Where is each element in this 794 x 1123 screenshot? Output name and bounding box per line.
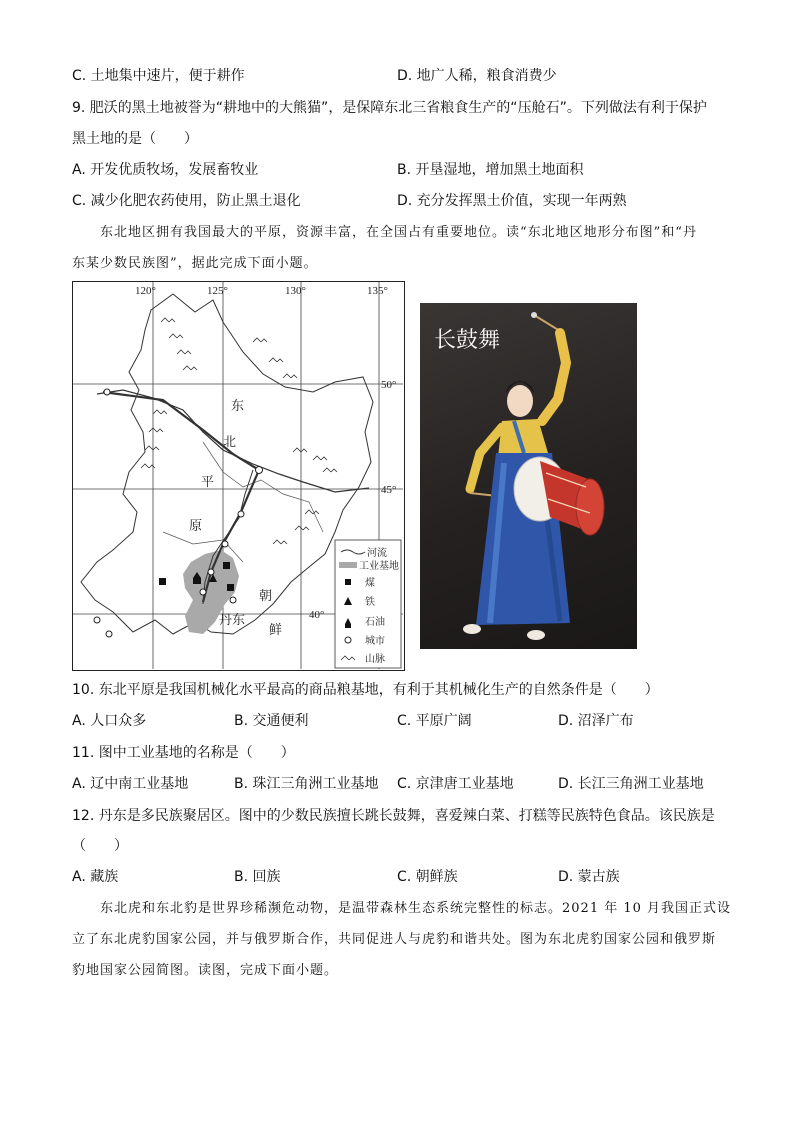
legend-iron-label: 铁 — [365, 597, 375, 608]
region-label: 东 — [231, 399, 245, 414]
q9-stem-line2: 黑土地的是（ ） — [72, 131, 198, 147]
city-marker — [94, 617, 100, 623]
river-songhua — [213, 470, 253, 556]
long-drum-dance-photo — [420, 303, 637, 649]
q12-option-b[interactable]: B. 回族 — [234, 869, 281, 885]
city-marker — [106, 631, 112, 637]
q11-stem: 11. 图中工业基地的名称是（ ） — [72, 745, 295, 761]
q11-option-a[interactable]: A. 辽中南工业基地 — [72, 776, 189, 792]
legend-industrial-symbol — [339, 562, 357, 568]
region-label: 平 — [201, 475, 215, 490]
intro1-line1: 东北地区拥有我国最大的平原，资源丰富，在全国占有重要地位。读“东北地区地形分布图”和“丹 — [100, 225, 697, 240]
q10-option-b[interactable]: B. 交通便利 — [234, 713, 309, 729]
q10-option-a[interactable]: A. 人口众多 — [72, 713, 147, 729]
legend-city-symbol — [345, 637, 351, 643]
city-label-dandong: 丹东 — [219, 613, 246, 628]
q12-option-d[interactable]: D. 蒙古族 — [558, 869, 620, 885]
lon-label: 135° — [367, 285, 388, 297]
legend-city-label: 城市 — [365, 636, 385, 647]
photo-title: 长鼓舞 — [434, 328, 501, 353]
lat-label: 50° — [381, 379, 397, 391]
q9-option-c[interactable]: C. 减少化肥农药使用，防止黑土退化 — [72, 193, 301, 209]
lon-label: 120° — [135, 285, 156, 297]
map-legend — [335, 540, 401, 668]
intro1-line2: 东某少数民族图”，据此完成下面小题。 — [72, 256, 318, 271]
northeast-terrain-map — [72, 281, 405, 671]
q9-option-b[interactable]: B. 开垦湿地，增加黑土地面积 — [397, 162, 584, 178]
city-marker — [238, 511, 244, 517]
legend-industrial-label: 工业基地 — [359, 561, 399, 572]
q11-option-b[interactable]: B. 珠江三角洲工业基地 — [234, 776, 379, 792]
q9-stem-line1: 9. 肥沃的黑土地被誉为“耕地中的大熊猫”，是保障东北三省粮食生产的“压舱石”。下列做法有利于保护 — [72, 100, 707, 116]
region-label: 朝 — [259, 589, 273, 604]
province-boundary — [203, 442, 323, 532]
q9-option-a[interactable]: A. 开发优质牧场，发展畜牧业 — [72, 162, 259, 178]
lat-label: 40° — [309, 609, 325, 621]
region-label: 鲜 — [269, 623, 283, 638]
lon-label: 130° — [285, 285, 306, 297]
legend-oil-label: 石油 — [365, 617, 385, 628]
city-marker — [222, 541, 228, 547]
q12-stem-line1: 12. 丹东是多民族聚居区。图中的少数民族擅长跳长鼓舞，喜爱辣白菜、打糕等民族特色食品。该民族是 — [72, 808, 715, 824]
lat-label: 45° — [381, 484, 397, 496]
q9-option-d[interactable]: D. 充分发挥黑土价值，实现一年两熟 — [397, 193, 627, 209]
q8-option-d[interactable]: D. 地广人稀，粮食消费少 — [397, 68, 557, 84]
legend-mountain-label: 山脉 — [365, 654, 385, 665]
coal-symbol — [227, 584, 234, 591]
map-svg — [73, 282, 403, 669]
mountain-symbols — [141, 318, 337, 544]
q12-option-c[interactable]: C. 朝鲜族 — [397, 869, 458, 885]
coal-symbol — [223, 562, 230, 569]
legend-river-label: 河流 — [367, 548, 387, 559]
q12-stem-line2: （ ） — [72, 838, 128, 854]
q10-option-c[interactable]: C. 平原广阔 — [397, 713, 472, 729]
city-marker — [208, 569, 214, 575]
intro2-line2: 立了东北虎豹国家公园，并与俄罗斯合作，共同促进人与虎豹和谐共处。图为东北虎豹国家公园和俄罗斯 — [72, 932, 717, 947]
city-marker — [256, 467, 263, 474]
q11-option-c[interactable]: C. 京津唐工业基地 — [397, 776, 514, 792]
lon-label: 125° — [207, 285, 228, 297]
q10-option-d[interactable]: D. 沼泽广布 — [558, 713, 634, 729]
q10-stem: 10. 东北平原是我国机械化水平最高的商品粮基地，有利于其机械化生产的自然条件是（ ） — [72, 682, 659, 698]
legend-coal-label: 煤 — [365, 578, 375, 589]
city-marker — [200, 589, 206, 595]
region-label: 北 — [223, 435, 237, 450]
intro2-line1: 东北虎和东北豹是世界珍稀濒危动物，是温带森林生态系统完整性的标志。2021 年 10 月我国正式设 — [100, 901, 732, 916]
city-marker — [104, 389, 110, 395]
dancer-illustration — [420, 303, 637, 649]
coal-symbol — [159, 578, 166, 585]
legend-coal-symbol — [345, 579, 351, 585]
city-marker — [230, 597, 236, 603]
intro2-line3: 豹地国家公园简图。读图，完成下面小题。 — [72, 963, 339, 978]
region-label: 原 — [189, 519, 203, 534]
q8-option-c[interactable]: C. 土地集中速片，便于耕作 — [72, 68, 245, 84]
q12-option-a[interactable]: A. 藏族 — [72, 869, 119, 885]
q11-option-d[interactable]: D. 长江三角洲工业基地 — [558, 776, 704, 792]
